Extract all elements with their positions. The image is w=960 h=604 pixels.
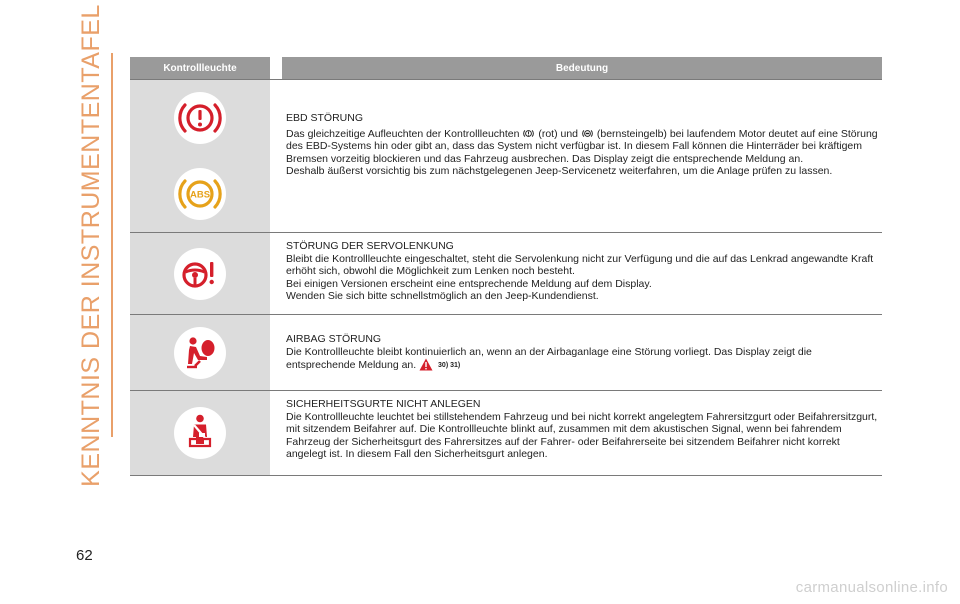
table-row-power-steering: [130, 233, 882, 315]
row-text: Das gleichzeitige Aufleuchten der Kontrollleuchten (rot) und (bernsteingelb) bei laufendem Motor deutet auf eine Störung des EBD-Systems hin oder gibt an, dass das System nicht verfügbar ist. In diesem Fall können die Hinterräder bei kräftigem Bremsen vorzeitig blockieren und das Fahrzeug ausbrechen. Das Display zeigt die entsprechende Meldung an.: [286, 127, 878, 165]
row-text: Die Kontrollleuchte leuchtet bei stillstehendem Fahrzeug und bei nicht korrekt angelegtem Fahrersitzgurt oder Beifahrersitzgurt, mit sitzendem Beifahrer auf. Die Kontrollleuchte blinkt auf, zusammen mit dem akustischen Signal, wenn bei fahrendem Fahrzeug der Sicherheitsgurt des Fahrersitzes auf der Fahrer- oder Beifahrerseite bei sitzendem Beifahrer nicht korrekt angelegt ist. In diesem Fall den Sicherheitsgurt anlegen.: [286, 410, 878, 460]
seatbelt-red-icon: [173, 406, 227, 460]
icon-cell: [130, 80, 270, 232]
description-cell: [282, 233, 882, 314]
table-row-seatbelt: [130, 391, 882, 476]
description-cell: [282, 391, 882, 475]
table-row-airbag: [130, 315, 882, 391]
row-title: EBD STÖRUNG: [286, 112, 364, 124]
svg-text:ABS: ABS: [189, 189, 211, 201]
row-text-1: Bleibt die Kontrollleuchte eingeschaltet, steht die Servolenkung nicht zur Verfügung und die auf das Lenkrad angewandte Kraft erhöht sich, obwohl die Möglichkeit zum Lenken noch besteht.: [286, 252, 874, 277]
description-cell: [282, 80, 882, 232]
header-icon-column: Kontrollleuchte: [130, 57, 270, 79]
section-title: KENNTNIS DER INSTRUMENTENTAFEL: [76, 3, 105, 487]
row-title: SICHERHEITSGURTE NICHT ANLEGEN: [286, 398, 481, 410]
row-title: AIRBAG STÖRUNG: [286, 333, 382, 345]
airbag-red-icon: [173, 326, 227, 380]
brake-warning-red-icon: [173, 91, 227, 145]
row-text-3: Wenden Sie sich bitte schnellstmöglich an den Jeep-Kundendienst.: [286, 290, 599, 302]
row-text-2: Deshalb äußerst vorsichtig bis zum nächstgelegenen Jeep-Servicenetz weiterfahren, um die Anlage prüfen zu lassen.: [286, 165, 833, 177]
table-row-ebd: [130, 79, 882, 233]
steering-warning-red-icon: [173, 247, 227, 301]
watermark: carmanualsonline.info: [795, 579, 948, 596]
brake-warning-inline-icon: [522, 127, 535, 140]
reference-notes: 30) 31): [438, 362, 461, 369]
description-cell: [282, 315, 882, 390]
warning-triangle-icon: [419, 358, 433, 371]
icon-cell: [130, 315, 270, 390]
warning-light-table: [130, 57, 882, 476]
row-title: STÖRUNG DER SERVOLENKUNG: [286, 240, 454, 252]
abs-amber-icon: [173, 167, 227, 221]
icon-cell: [130, 233, 270, 314]
section-rule: [111, 53, 113, 437]
row-text: Die Kontrollleuchte bleibt kontinuierlich an, wenn an der Airbaganlage eine Störung vorliegt. Das Display zeigt die entsprechende Meldung an. 30) 31): [286, 345, 812, 371]
header-desc-column: Bedeutung: [282, 57, 882, 79]
table-header: [130, 57, 882, 79]
abs-inline-icon: [581, 127, 594, 140]
page-number: 62: [76, 547, 93, 564]
icon-cell: [130, 391, 270, 475]
row-text-2: Bei einigen Versionen erscheint eine entsprechende Meldung auf dem Display.: [286, 277, 652, 290]
